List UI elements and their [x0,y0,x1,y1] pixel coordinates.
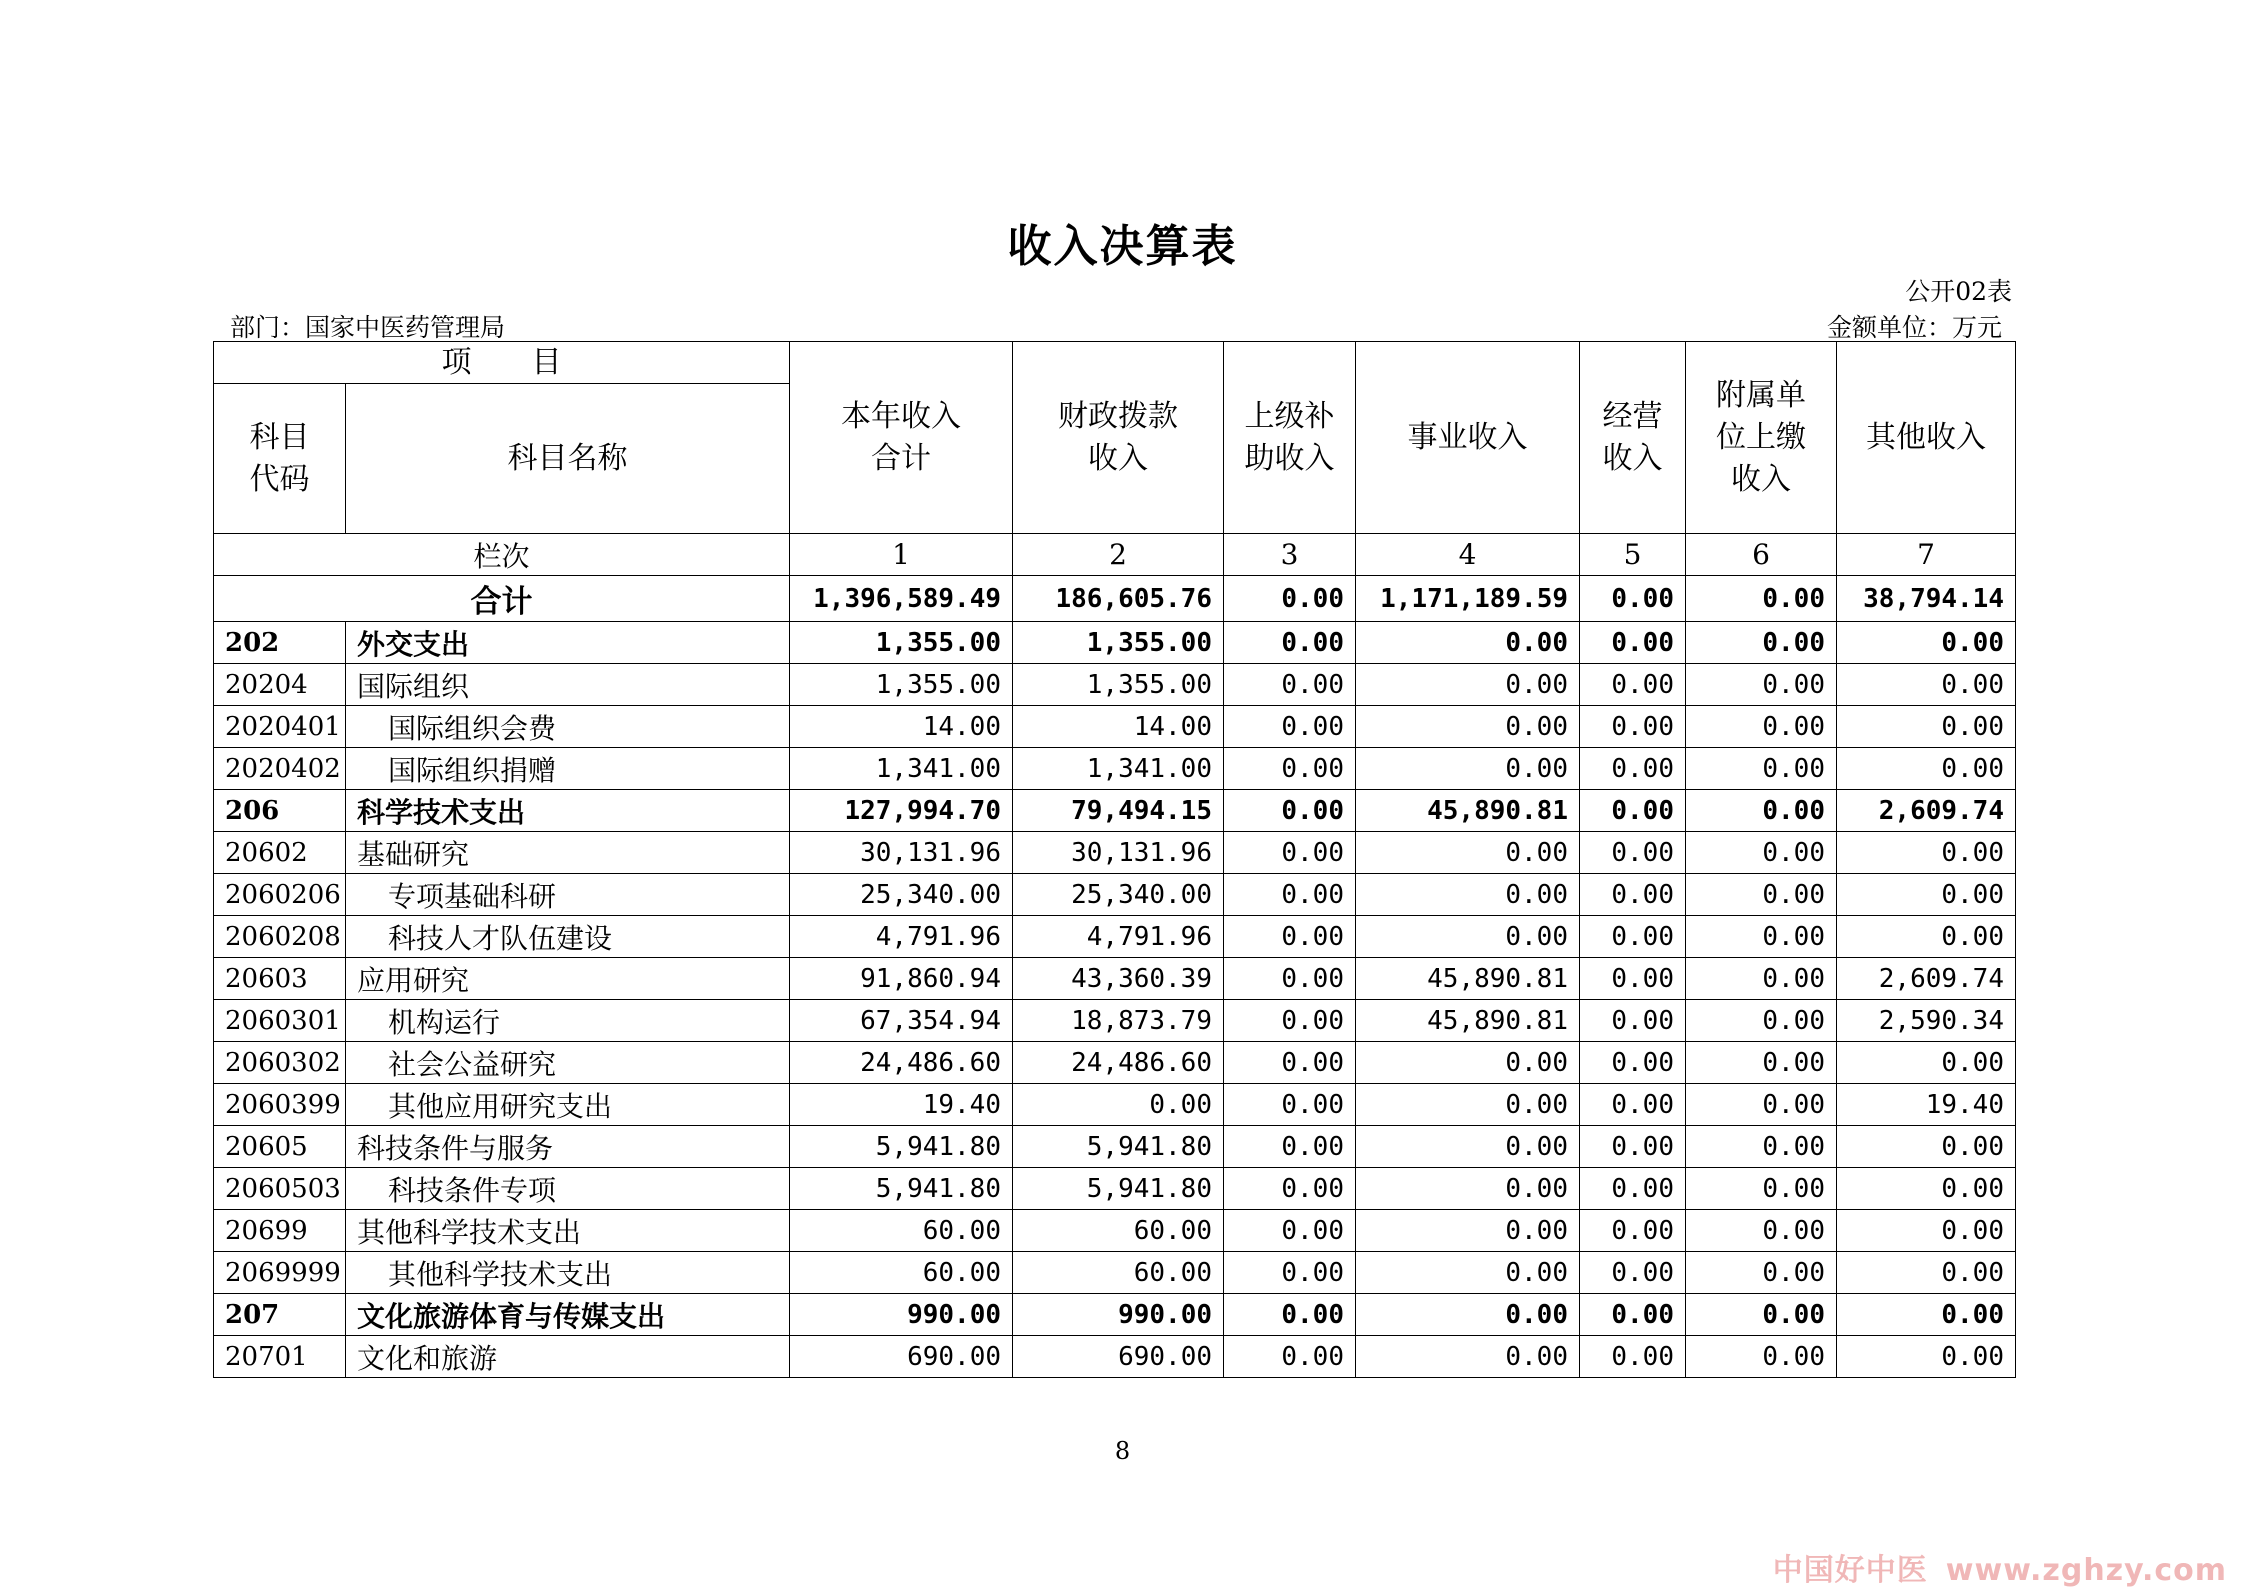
row-value: 0.00 [1837,916,2016,958]
row-value: 0.00 [1224,832,1356,874]
total-value: 0.00 [1686,576,1837,622]
row-value: 0.00 [1356,706,1580,748]
row-value: 0.00 [1580,748,1686,790]
row-name: 科技条件与服务 [346,1126,790,1168]
table-row [214,916,2016,958]
table-row [214,874,2016,916]
row-value: 0.00 [1837,748,2016,790]
row-value: 0.00 [1686,664,1837,706]
row-value: 0.00 [1686,1042,1837,1084]
total-label: 合计 [214,576,790,622]
row-value: 0.00 [1356,1042,1580,1084]
row-value: 43,360.39 [1013,958,1224,1000]
row-value: 0.00 [1356,874,1580,916]
row-value: 67,354.94 [790,1000,1013,1042]
header-code: 科目代码 [214,384,346,534]
row-value: 0.00 [1356,1168,1580,1210]
row-value: 990.00 [1013,1294,1224,1336]
row-value: 0.00 [1224,1168,1356,1210]
row-value: 0.00 [1580,622,1686,664]
row-value: 0.00 [1356,1126,1580,1168]
row-value: 690.00 [1013,1336,1224,1378]
watermark-url: www.zghzy.com [1945,1553,2227,1588]
row-value: 5,941.80 [1013,1126,1224,1168]
row-value: 45,890.81 [1356,958,1580,1000]
row-value: 0.00 [1580,832,1686,874]
table-row [214,790,2016,832]
row-value: 0.00 [1686,1126,1837,1168]
row-value: 0.00 [1580,958,1686,1000]
table-row [214,958,2016,1000]
index-cell: 6 [1686,534,1837,576]
row-value: 0.00 [1580,1336,1686,1378]
row-code: 2020401 [214,706,346,748]
row-value: 2,590.34 [1837,1000,2016,1042]
row-value: 0.00 [1837,706,2016,748]
header-col1: 本年收入合计 [790,342,1013,534]
row-value: 0.00 [1686,1210,1837,1252]
row-value: 1,341.00 [1013,748,1224,790]
row-name: 专项基础科研 [346,874,790,916]
row-value: 0.00 [1224,1294,1356,1336]
row-value: 0.00 [1356,1336,1580,1378]
row-value: 0.00 [1224,706,1356,748]
row-value: 24,486.60 [790,1042,1013,1084]
row-name: 文化和旅游 [346,1336,790,1378]
row-value: 0.00 [1686,1336,1837,1378]
row-value: 0.00 [1686,916,1837,958]
row-value: 0.00 [1686,1084,1837,1126]
row-value: 91,860.94 [790,958,1013,1000]
row-value: 0.00 [1356,1210,1580,1252]
row-code: 20701 [214,1336,346,1378]
row-value: 0.00 [1837,832,2016,874]
total-row [214,576,2016,622]
row-value: 0.00 [1580,790,1686,832]
row-value: 2,609.74 [1837,958,2016,1000]
row-value: 0.00 [1356,916,1580,958]
total-value: 38,794.14 [1837,576,2016,622]
row-value: 4,791.96 [790,916,1013,958]
row-name: 社会公益研究 [346,1042,790,1084]
row-value: 60.00 [790,1252,1013,1294]
page-title: 收入决算表 [1007,221,1238,272]
row-value: 0.00 [1686,1294,1837,1336]
row-name: 科技人才队伍建设 [346,916,790,958]
table-row [214,1336,2016,1378]
index-cell: 2 [1013,534,1224,576]
row-value: 0.00 [1837,1042,2016,1084]
row-value: 1,355.00 [1013,664,1224,706]
row-value: 4,791.96 [1013,916,1224,958]
row-value: 0.00 [1837,1336,2016,1378]
row-value: 0.00 [1686,706,1837,748]
row-code: 20204 [214,664,346,706]
row-value: 0.00 [1224,790,1356,832]
row-value: 1,355.00 [1013,622,1224,664]
row-value: 5,941.80 [790,1168,1013,1210]
header-col7: 其他收入 [1837,342,2016,534]
row-value: 0.00 [1224,958,1356,1000]
header-col6: 附属单位上缴收入 [1686,342,1837,534]
row-value: 5,941.80 [790,1126,1013,1168]
row-value: 19.40 [1837,1084,2016,1126]
header-col5: 经营收入 [1580,342,1686,534]
row-value: 690.00 [790,1336,1013,1378]
row-value: 60.00 [790,1210,1013,1252]
row-value: 0.00 [1356,1252,1580,1294]
row-value: 0.00 [1580,1252,1686,1294]
header-col3: 上级补助收入 [1224,342,1356,534]
row-code: 2020402 [214,748,346,790]
row-value: 0.00 [1224,874,1356,916]
form-number: 公开02表 [1905,277,2012,306]
row-value: 14.00 [1013,706,1224,748]
row-code: 207 [214,1294,346,1336]
row-value: 990.00 [790,1294,1013,1336]
row-code: 202 [214,622,346,664]
row-name: 科学技术支出 [346,790,790,832]
row-code: 20602 [214,832,346,874]
row-value: 0.00 [1356,1084,1580,1126]
row-value: 0.00 [1686,874,1837,916]
index-cell: 3 [1224,534,1356,576]
row-name: 外交支出 [346,622,790,664]
row-name: 国际组织捐赠 [346,748,790,790]
row-value: 19.40 [790,1084,1013,1126]
row-value: 0.00 [1686,790,1837,832]
table-row [214,622,2016,664]
header-col4: 事业收入 [1356,342,1580,534]
row-name: 其他科学技术支出 [346,1252,790,1294]
table-row [214,1294,2016,1336]
header-col2: 财政拨款收入 [1013,342,1224,534]
row-value: 1,355.00 [790,622,1013,664]
row-value: 1,341.00 [790,748,1013,790]
table-row [214,748,2016,790]
row-value: 0.00 [1224,1252,1356,1294]
row-value: 30,131.96 [1013,832,1224,874]
index-cell: 7 [1837,534,2016,576]
row-value: 0.00 [1224,748,1356,790]
row-value: 0.00 [1686,1000,1837,1042]
row-value: 2,609.74 [1837,790,2016,832]
row-value: 0.00 [1686,748,1837,790]
row-value: 5,941.80 [1013,1168,1224,1210]
row-name: 科技条件专项 [346,1168,790,1210]
row-code: 2060301 [214,1000,346,1042]
row-value: 0.00 [1686,832,1837,874]
row-code: 2069999 [214,1252,346,1294]
total-value: 0.00 [1580,576,1686,622]
index-cell: 1 [790,534,1013,576]
header-name: 科目名称 [346,384,790,534]
table-row [214,1084,2016,1126]
table-row [214,664,2016,706]
row-value: 24,486.60 [1013,1042,1224,1084]
row-value: 0.00 [1356,832,1580,874]
income-table [213,341,2016,1378]
row-value: 0.00 [1580,706,1686,748]
row-value: 45,890.81 [1356,1000,1580,1042]
row-value: 0.00 [1224,1210,1356,1252]
row-code: 2060206 [214,874,346,916]
row-value: 0.00 [1224,622,1356,664]
table-row [214,1168,2016,1210]
row-name: 基础研究 [346,832,790,874]
table-row [214,1252,2016,1294]
row-value: 0.00 [1580,1084,1686,1126]
row-value: 0.00 [1580,1000,1686,1042]
row-value: 0.00 [1224,664,1356,706]
row-value: 0.00 [1356,748,1580,790]
department-label: 部门：国家中医药管理局 [230,313,506,342]
row-value: 0.00 [1224,1000,1356,1042]
row-value: 0.00 [1580,1126,1686,1168]
row-value: 45,890.81 [1356,790,1580,832]
index-cell: 5 [1580,534,1686,576]
row-value: 0.00 [1580,874,1686,916]
row-name: 国际组织会费 [346,706,790,748]
row-value: 0.00 [1580,1210,1686,1252]
amount-unit-label: 金额单位：万元 [1826,313,2002,342]
row-value: 0.00 [1580,664,1686,706]
table-row [214,1210,2016,1252]
row-name: 国际组织 [346,664,790,706]
table-row [214,1042,2016,1084]
row-value: 0.00 [1356,1294,1580,1336]
watermark-name: 中国好中医 [1772,1553,1928,1588]
row-value: 0.00 [1224,916,1356,958]
row-value: 0.00 [1356,664,1580,706]
row-value: 0.00 [1837,1126,2016,1168]
site-watermark [1773,1545,2227,1589]
total-value: 186,605.76 [1013,576,1224,622]
table-row [214,706,2016,748]
page-number: 8 [1114,1437,1131,1465]
row-value: 0.00 [1837,1210,2016,1252]
total-value: 1,171,189.59 [1356,576,1580,622]
row-value: 1,355.00 [790,664,1013,706]
row-value: 0.00 [1837,1252,2016,1294]
row-value: 18,873.79 [1013,1000,1224,1042]
row-value: 25,340.00 [1013,874,1224,916]
row-value: 0.00 [1224,1126,1356,1168]
row-value: 79,494.15 [1013,790,1224,832]
index-label: 栏次 [214,534,790,576]
total-value: 1,396,589.49 [790,576,1013,622]
row-value: 0.00 [1580,1294,1686,1336]
row-value: 0.00 [1686,958,1837,1000]
row-value: 0.00 [1686,1252,1837,1294]
index-cell: 4 [1356,534,1580,576]
row-value: 0.00 [1580,1168,1686,1210]
table-row [214,1126,2016,1168]
row-code: 206 [214,790,346,832]
row-value: 0.00 [1686,1168,1837,1210]
row-value: 0.00 [1580,916,1686,958]
row-code: 20605 [214,1126,346,1168]
row-value: 0.00 [1224,1336,1356,1378]
row-code: 20603 [214,958,346,1000]
row-value: 127,994.70 [790,790,1013,832]
total-value: 0.00 [1224,576,1356,622]
row-value: 0.00 [1837,1294,2016,1336]
table-row [214,1000,2016,1042]
row-value: 0.00 [1837,664,2016,706]
row-value: 0.00 [1224,1084,1356,1126]
row-value: 60.00 [1013,1252,1224,1294]
row-code: 2060503 [214,1168,346,1210]
row-name: 机构运行 [346,1000,790,1042]
row-value: 0.00 [1686,622,1837,664]
row-value: 0.00 [1356,622,1580,664]
row-value: 0.00 [1837,1168,2016,1210]
row-value: 25,340.00 [790,874,1013,916]
row-name: 文化旅游体育与传媒支出 [346,1294,790,1336]
header-item: 项 目 [214,342,790,384]
row-value: 0.00 [1580,1042,1686,1084]
row-name: 其他科学技术支出 [346,1210,790,1252]
row-name: 应用研究 [346,958,790,1000]
row-value: 60.00 [1013,1210,1224,1252]
row-code: 2060399 [214,1084,346,1126]
row-value: 0.00 [1224,1042,1356,1084]
row-code: 20699 [214,1210,346,1252]
row-value: 0.00 [1837,874,2016,916]
row-code: 2060302 [214,1042,346,1084]
table-row [214,832,2016,874]
row-name: 其他应用研究支出 [346,1084,790,1126]
row-value: 0.00 [1013,1084,1224,1126]
row-value: 14.00 [790,706,1013,748]
row-code: 2060208 [214,916,346,958]
row-value: 0.00 [1837,622,2016,664]
row-value: 30,131.96 [790,832,1013,874]
